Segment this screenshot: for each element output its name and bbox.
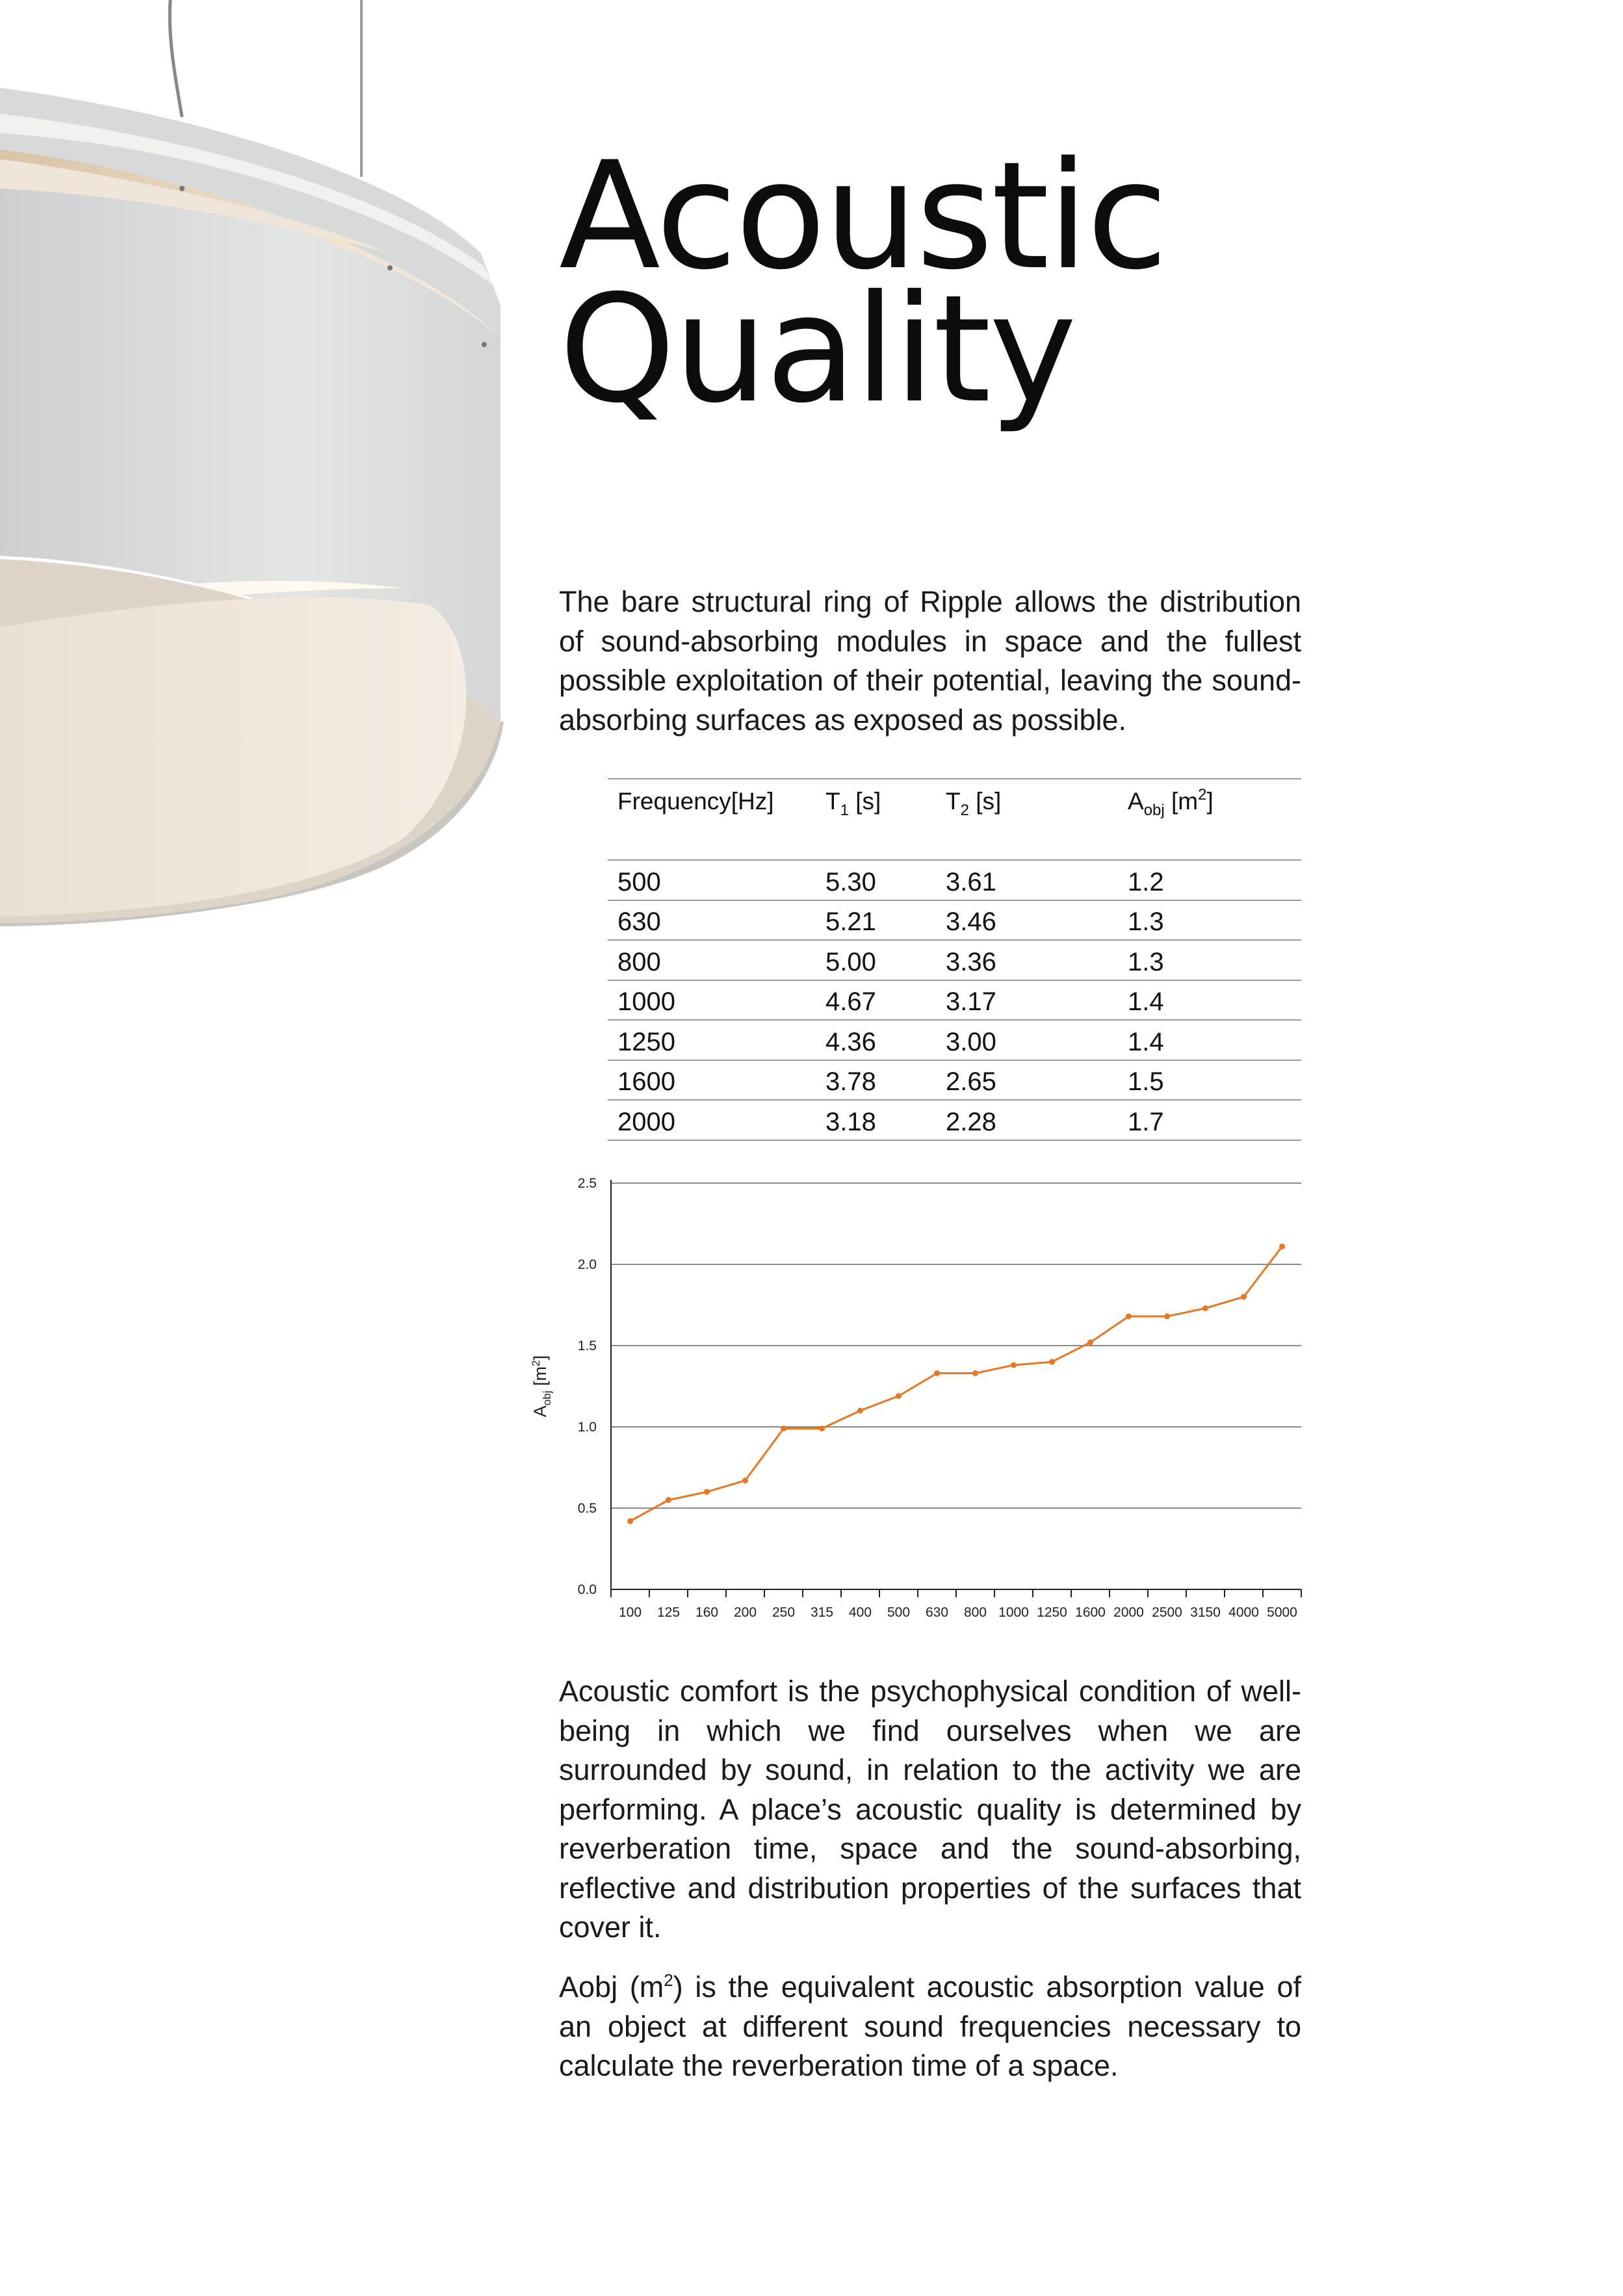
x-tick-label: 1600: [1075, 1605, 1106, 1620]
data-point: [934, 1370, 940, 1376]
header-t2: $T_2$ [s]: [936, 779, 1118, 860]
data-point: [1164, 1314, 1170, 1320]
data-point: [704, 1489, 710, 1495]
data-point: [1049, 1359, 1055, 1365]
y-axis-label-part: 2: [530, 1360, 542, 1366]
acoustic-data-table: [608, 778, 1301, 1141]
table-row: [608, 1100, 1301, 1140]
x-tick-label: 200: [733, 1605, 757, 1620]
x-tick-label: 400: [848, 1605, 872, 1620]
aobj-note-start: Aobj (m: [559, 1970, 664, 2003]
y-tick-label: 0.5: [577, 1501, 597, 1516]
x-tick-label: 2000: [1113, 1605, 1144, 1620]
cell-t1: 5.00: [816, 940, 936, 980]
title-line-2: Quality: [559, 263, 1075, 436]
header-frequency: Frequency[Hz]: [608, 779, 816, 860]
cell-t2: 2.65: [936, 1060, 1118, 1101]
y-tick-label: 1.0: [577, 1420, 597, 1435]
page-title: [559, 129, 1167, 436]
table-row: [608, 900, 1301, 941]
data-point: [1126, 1314, 1132, 1320]
table-row: [608, 980, 1301, 1021]
cell-t2: 2.28: [936, 1100, 1118, 1140]
cell-aobj: 1.3: [1118, 900, 1301, 941]
y-axis-label-part: [m: [530, 1366, 550, 1391]
x-tick-label: 315: [810, 1605, 834, 1620]
y-tick-label: 2.5: [577, 1176, 597, 1191]
x-tick-label: 500: [887, 1605, 911, 1620]
title-line-1: Acoustic: [559, 129, 1167, 302]
y-tick-label: 1.5: [577, 1338, 597, 1353]
y-tick-label: 2.0: [577, 1257, 597, 1272]
data-point: [1087, 1340, 1093, 1346]
data-point: [666, 1497, 671, 1503]
x-tick-label: 4000: [1228, 1605, 1259, 1620]
table-row: [608, 1020, 1301, 1060]
x-tick-label: 250: [772, 1605, 796, 1620]
data-point: [627, 1519, 633, 1524]
cell-frequency: 800: [608, 940, 816, 980]
cell-t2: 3.61: [936, 860, 1118, 900]
x-tick-label: 800: [963, 1605, 987, 1620]
y-tick-label: 0.0: [577, 1582, 597, 1597]
cell-aobj: 1.4: [1118, 980, 1301, 1021]
series-line: [630, 1247, 1282, 1522]
data-point: [972, 1370, 978, 1376]
data-point: [742, 1478, 748, 1483]
data-point: [1202, 1305, 1208, 1311]
cell-aobj: 1.4: [1118, 1020, 1301, 1060]
cell-t1: 3.18: [816, 1100, 936, 1140]
table-header-row: [608, 779, 1301, 860]
data-point: [781, 1426, 786, 1431]
data-point: [819, 1426, 825, 1431]
aobj-note-end: ) is the equivalent acoustic absorption value of an object at different sound frequencies necessary to calculate the reverberation time of a space.: [559, 1970, 1301, 2082]
cell-frequency: 1000: [608, 980, 816, 1021]
aobj-note-paragraph: [559, 1968, 1301, 2086]
y-axis-label-part: obj: [541, 1390, 553, 1406]
x-tick-label: 5000: [1267, 1605, 1297, 1620]
y-axis-label-part: A: [530, 1405, 550, 1418]
cell-frequency: 500: [608, 860, 816, 900]
cell-frequency: 630: [608, 900, 816, 941]
y-axis-label: [530, 1355, 553, 1417]
cell-t2: 3.17: [936, 980, 1118, 1021]
header-aobj: $A_{obj}$ $[m^2]$: [1118, 779, 1301, 860]
intro-paragraph: The bare structural ring of Ripple allows the distribution of sound-absorbing modules in space and the fullest possible exploitation of their potential, leaving the sound-absorbing surfaces as exposed as possible.: [559, 585, 1301, 737]
x-tick-label: 100: [618, 1605, 642, 1620]
cell-t1: 3.78: [816, 1060, 936, 1101]
x-tick-label: 160: [695, 1605, 719, 1620]
data-point: [1241, 1294, 1247, 1300]
data-point: [896, 1393, 902, 1399]
cell-t2: 3.46: [936, 900, 1118, 941]
x-tick-label: 125: [656, 1605, 681, 1620]
cell-aobj: 1.7: [1118, 1100, 1301, 1140]
x-tick-label: 1000: [998, 1605, 1029, 1620]
lamp-photo: [0, 0, 520, 936]
header-t1: $T_1$ [s]: [816, 779, 936, 860]
x-tick-label: 630: [925, 1605, 949, 1620]
data-point: [1279, 1244, 1285, 1249]
cell-aobj: 1.3: [1118, 940, 1301, 980]
data-point: [857, 1408, 863, 1414]
aobj-line-chart: [513, 1154, 1313, 1622]
table-row: [608, 860, 1301, 900]
cell-t2: 3.36: [936, 940, 1118, 980]
x-tick-label: 3150: [1190, 1605, 1221, 1620]
table-row: [608, 940, 1301, 980]
cell-t1: 5.30: [816, 860, 936, 900]
data-point: [1011, 1363, 1017, 1368]
cell-aobj: 1.5: [1118, 1060, 1301, 1101]
x-tick-label: 2500: [1152, 1605, 1182, 1620]
aobj-note-sup: 2: [664, 1970, 673, 1990]
x-tick-label: 1250: [1037, 1605, 1067, 1620]
cell-t1: 4.36: [816, 1020, 936, 1060]
cell-frequency: 1250: [608, 1020, 816, 1060]
cell-aobj: 1.2: [1118, 860, 1301, 900]
cell-t2: 3.00: [936, 1020, 1118, 1060]
cell-frequency: 1600: [608, 1060, 816, 1101]
y-axis-label-part: ]: [530, 1355, 550, 1361]
cell-t1: 4.67: [816, 980, 936, 1021]
table-row: [608, 1060, 1301, 1101]
cell-frequency: 2000: [608, 1100, 816, 1140]
comfort-paragraph: Acoustic comfort is the psychophysical condition of well-being in which we find ourselves when we are surrounded by sound, in relation to the activity we are performing. A place’s acoustic quality is determined by reverberation time, space and the sound-absorbing, reflective and distribution properties of the surfaces that cover it.: [559, 1675, 1301, 1944]
cell-t1: 5.21: [816, 900, 936, 941]
